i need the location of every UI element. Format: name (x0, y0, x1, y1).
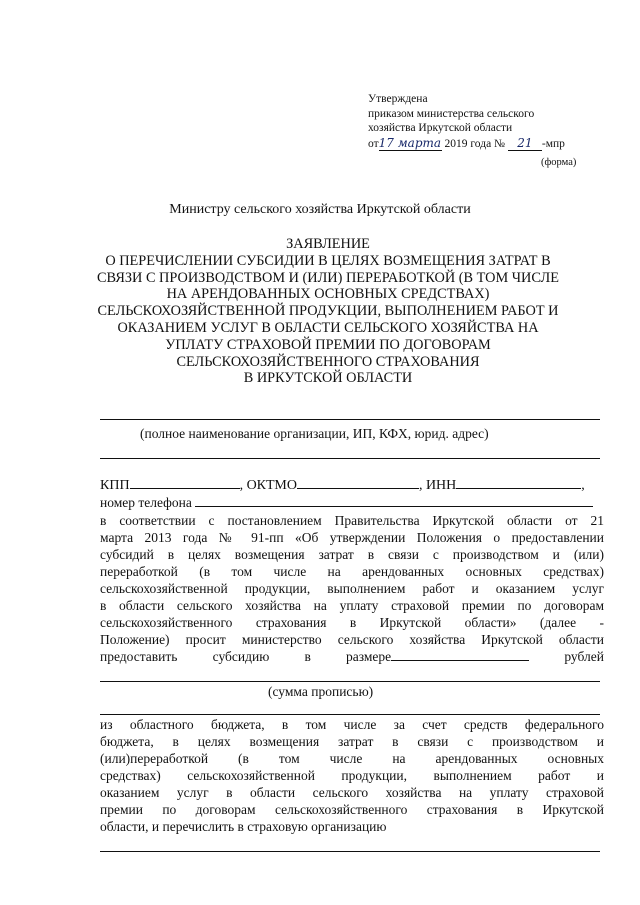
number-suffix: -мпр (541, 137, 565, 150)
size-word: размере (346, 649, 392, 664)
handwritten-date: 17 марта (378, 135, 442, 150)
sum-words-field[interactable] (100, 681, 600, 682)
inn-label: , ИНН (418, 478, 457, 493)
sum-words-field-2[interactable] (100, 714, 600, 715)
approval-line-2: приказом министерства сельского (368, 107, 535, 120)
size-group (346, 648, 529, 665)
year-text: 2019 года № (444, 137, 506, 150)
text-line: Положение) просит министерство сельского хозяйства Иркутской области (100, 632, 604, 647)
approval-date-line (368, 136, 565, 152)
title-line: СЕЛЬСКОХОЗЯЙСТВЕННОГО СТРАХОВАНИЯ (176, 353, 480, 370)
title-line: О ПЕРЕЧИСЛЕНИИ СУБСИДИИ В ЦЕЛЯХ ВОЗМЕЩЕНИЯ ЗАТРАТ В (105, 252, 551, 269)
title-line: В ИРКУТСКОЙ ОБЛАСТИ (243, 370, 413, 387)
title-line: ОКАЗАНИЕМ УСЛУГ В ОБЛАСТИ СЕЛЬСКОГО ХОЗЯЙСТВА НА (117, 319, 539, 336)
text-line: субсидий в целях возмещения затрат в связи с производством и (или) (100, 547, 604, 562)
rubles-word: рублей (564, 649, 604, 664)
title-line: СЕЛЬСКОХОЗЯЙСТВЕННОЙ ПРОДУКЦИИ, ВЫПОЛНЕНИЕМ РАБОТ И (97, 303, 559, 320)
insurer-field[interactable] (100, 851, 600, 852)
phone-line (100, 494, 593, 511)
org-caption: (полное наименование организации, ИП, КФХ, юрид. адрес) (140, 426, 489, 441)
handwritten-number: 21 (508, 136, 542, 152)
date-prefix: от (368, 137, 379, 150)
org-name-field[interactable] (100, 419, 600, 420)
paragraph-main (100, 512, 604, 665)
oktmo-field[interactable] (297, 476, 419, 489)
oktmo-label: , ОКТМО (239, 478, 297, 493)
text-line: бюджета, в целях возмещения затрат в связи с производством и (100, 734, 604, 749)
kpp-label: КПП (100, 478, 130, 493)
document-title (90, 236, 566, 387)
text-line: области, и перечислить в страховую организацию (100, 819, 387, 834)
text-line: оказанием услуг в области сельского хозяйства на уплату страховой (100, 785, 604, 800)
addressee: Министру сельского хозяйства Иркутской области (169, 202, 471, 217)
text-line: из областного бюджета, в том числе за счет средств федерального (100, 717, 604, 732)
approval-line-3: хозяйства Иркутской области (368, 122, 513, 134)
sum-line (100, 648, 604, 665)
kpp-field[interactable] (130, 476, 240, 489)
provide-word: предоставить (100, 649, 178, 664)
title-heading: ЗАЯВЛЕНИЕ (286, 236, 370, 252)
sum-caption: (сумма прописью) (268, 684, 374, 699)
form-label: (форма) (541, 157, 577, 168)
requisites-line (100, 476, 585, 494)
trailing-comma: , (581, 478, 585, 493)
phone-label: номер телефона (100, 495, 192, 510)
text-line: марта 2013 года № 91-пп «Об утверждении Положения о предоставлении (100, 530, 604, 545)
org-address-field[interactable] (100, 458, 600, 459)
text-line: премии по договорам сельскохозяйственного страхования в Иркутской (100, 802, 604, 817)
approval-block (368, 92, 565, 151)
text-line: (или)переработкой (в том числе на арендованных основных (100, 751, 604, 766)
phone-field[interactable] (195, 494, 593, 507)
text-line: сельскохозяйственного страхования в Иркутской области» (далее - (100, 615, 604, 630)
title-line: УПЛАТУ СТРАХОВОЙ ПРЕМИИ ПО ДОГОВОРАМ (165, 336, 491, 353)
text-line: сельскохозяйственной продукции, выполнением работ и оказанием услуг (100, 581, 604, 596)
approval-line-1: Утверждена (368, 93, 428, 105)
paragraph-secondary (100, 716, 604, 835)
text-line: в области сельского хозяйства на уплату страховой премии по договорам (100, 598, 604, 613)
in-word: в (304, 649, 311, 664)
inn-field[interactable] (456, 476, 581, 489)
text-line: средствах) сельскохозяйственной продукции, выполнением работ и (100, 768, 604, 783)
text-line: переработкой (в том числе на арендованных основных средствах) (100, 564, 604, 579)
title-line: НА АРЕНДОВАННЫХ ОСНОВНЫХ СРЕДСТВАХ) (166, 286, 490, 303)
amount-field[interactable] (391, 649, 529, 661)
text-line: в соответствии с постановлением Правительства Иркутской области от 21 (100, 513, 604, 528)
title-line: СВЯЗИ С ПРОИЗВОДСТВОМ И (ИЛИ) ПЕРЕРАБОТКОЙ (В ТОМ ЧИСЛЕ (96, 269, 559, 286)
subsidy-word: субсидию (212, 649, 270, 664)
